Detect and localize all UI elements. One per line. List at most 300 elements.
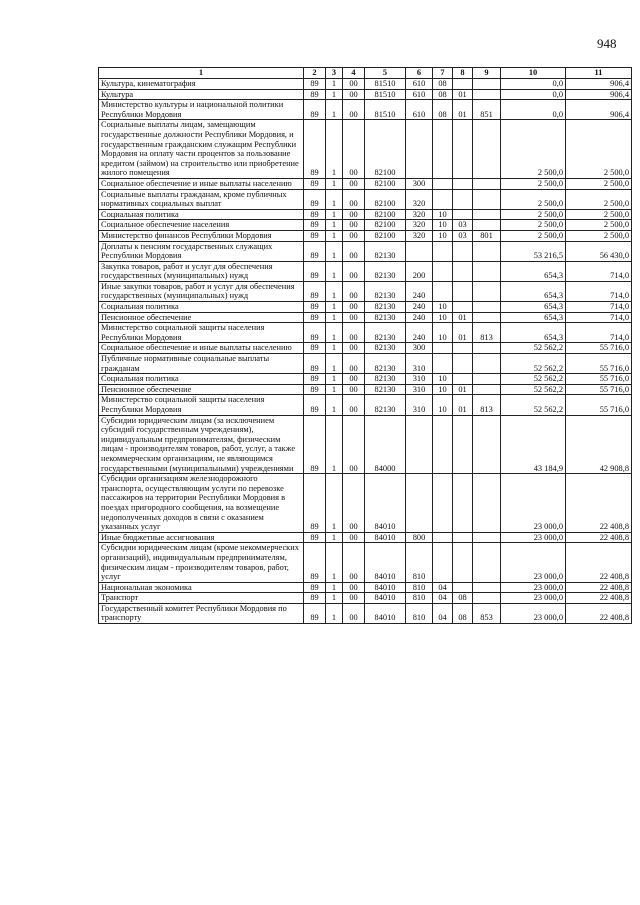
row-label-cell: Иные закупки товаров, работ и услуг для обеспечения государственных (муниципальных) нужд	[99, 281, 304, 301]
row-label-cell: Культура, кинематография	[99, 79, 304, 90]
row-value-cell: 10	[433, 374, 453, 385]
row-value-cell: 714,0	[566, 323, 632, 343]
row-value-cell	[453, 189, 473, 209]
column-header: 2	[304, 68, 326, 79]
row-value-cell	[453, 354, 473, 374]
row-value-cell: 714,0	[566, 302, 632, 313]
row-value-cell: 10	[433, 323, 453, 343]
row-value-cell	[406, 241, 433, 261]
table-body	[99, 79, 632, 624]
table-row	[99, 220, 632, 231]
row-value-cell	[433, 543, 453, 582]
table-row	[99, 100, 632, 120]
row-value-cell: 10	[433, 230, 453, 241]
row-value-cell: 00	[343, 261, 365, 281]
column-header: 7	[433, 68, 453, 79]
table-row	[99, 89, 632, 100]
row-value-cell: 89	[304, 323, 326, 343]
row-value-cell	[453, 209, 473, 220]
row-value-cell: 1	[326, 323, 343, 343]
row-value-cell	[473, 582, 501, 593]
row-value-cell: 1	[326, 230, 343, 241]
row-value-cell: 03	[453, 230, 473, 241]
row-value-cell: 1	[326, 532, 343, 543]
row-value-cell	[453, 474, 473, 533]
row-label-cell: Субсидии организациям железнодорожного транспорта, осуществляющим услуги по перевозке пассажиров на территории Республики Мордовия в поездах пригородного сообщения, на возмещение недополученных доходов в связи с оказанием указанных услуг	[99, 474, 304, 533]
column-header: 1	[99, 68, 304, 79]
row-value-cell: 22 408,8	[566, 474, 632, 533]
row-value-cell: 2 500,0	[501, 189, 566, 209]
row-value-cell: 813	[473, 395, 501, 415]
row-value-cell: 810	[406, 593, 433, 604]
row-value-cell	[473, 543, 501, 582]
table-row	[99, 354, 632, 374]
row-value-cell: 810	[406, 543, 433, 582]
row-label-cell: Иные бюджетные ассигнования	[99, 532, 304, 543]
row-value-cell: 89	[304, 89, 326, 100]
row-value-cell: 300	[406, 343, 433, 354]
row-value-cell: 851	[473, 100, 501, 120]
row-value-cell	[453, 302, 473, 313]
row-value-cell	[453, 582, 473, 593]
row-value-cell: 82130	[365, 241, 406, 261]
row-value-cell: 1	[326, 312, 343, 323]
row-value-cell: 22 408,8	[566, 543, 632, 582]
row-value-cell: 56 430,0	[566, 241, 632, 261]
row-value-cell: 01	[453, 312, 473, 323]
row-value-cell: 89	[304, 532, 326, 543]
row-value-cell: 1	[326, 241, 343, 261]
row-value-cell: 82130	[365, 281, 406, 301]
column-header: 8	[453, 68, 473, 79]
row-label-cell: Социальная политика	[99, 374, 304, 385]
row-value-cell	[473, 261, 501, 281]
row-value-cell: 53 216,5	[501, 241, 566, 261]
table-row	[99, 415, 632, 474]
row-value-cell: 84010	[365, 543, 406, 582]
row-label-cell: Национальная экономика	[99, 582, 304, 593]
table-row	[99, 302, 632, 313]
row-value-cell: 89	[304, 261, 326, 281]
row-value-cell: 55 716,0	[566, 343, 632, 354]
row-value-cell: 10	[433, 209, 453, 220]
row-value-cell: 00	[343, 312, 365, 323]
column-header: 9	[473, 68, 501, 79]
row-value-cell	[473, 354, 501, 374]
row-value-cell: 55 716,0	[566, 354, 632, 374]
row-value-cell: 23 000,0	[501, 474, 566, 533]
row-value-cell: 00	[343, 100, 365, 120]
row-value-cell: 1	[326, 415, 343, 474]
row-value-cell: 1	[326, 543, 343, 582]
row-value-cell: 2 500,0	[566, 209, 632, 220]
row-value-cell: 654,3	[501, 323, 566, 343]
row-value-cell: 82130	[365, 395, 406, 415]
row-value-cell: 10	[433, 312, 453, 323]
row-label-cell: Субсидии юридическим лицам (за исключением субсидий государственным учреждениям), индивидуальным предпринимателям, физическим лицам - производителям товаров, работ, услуг, а также некоммерческим организациям, не являющимся государственными (муниципальными) учреждениями	[99, 415, 304, 474]
row-value-cell	[453, 532, 473, 543]
row-value-cell: 89	[304, 209, 326, 220]
row-value-cell: 2 500,0	[501, 178, 566, 189]
row-value-cell: 89	[304, 79, 326, 90]
row-value-cell: 00	[343, 281, 365, 301]
row-value-cell: 906,4	[566, 100, 632, 120]
row-value-cell: 43 184,9	[501, 415, 566, 474]
row-value-cell: 1	[326, 209, 343, 220]
row-value-cell	[406, 474, 433, 533]
row-value-cell: 82130	[365, 323, 406, 343]
row-value-cell: 89	[304, 302, 326, 313]
row-value-cell: 08	[453, 593, 473, 604]
row-value-cell	[473, 532, 501, 543]
column-header: 10	[501, 68, 566, 79]
row-value-cell: 1	[326, 603, 343, 623]
row-value-cell: 714,0	[566, 281, 632, 301]
row-value-cell: 800	[406, 532, 433, 543]
row-value-cell: 84000	[365, 415, 406, 474]
row-value-cell: 84010	[365, 603, 406, 623]
row-value-cell: 89	[304, 343, 326, 354]
row-value-cell	[453, 261, 473, 281]
row-value-cell: 04	[433, 593, 453, 604]
row-value-cell: 82100	[365, 189, 406, 209]
row-value-cell: 03	[453, 220, 473, 231]
table-row	[99, 241, 632, 261]
row-value-cell: 200	[406, 261, 433, 281]
row-value-cell	[473, 374, 501, 385]
row-value-cell	[473, 474, 501, 533]
row-value-cell: 04	[433, 603, 453, 623]
row-label-cell: Транспорт	[99, 593, 304, 604]
table-row	[99, 395, 632, 415]
row-value-cell: 52 562,2	[501, 395, 566, 415]
row-value-cell: 52 562,2	[501, 354, 566, 374]
row-value-cell	[473, 312, 501, 323]
row-label-cell: Социальная политика	[99, 302, 304, 313]
row-value-cell: 240	[406, 312, 433, 323]
row-value-cell: 1	[326, 374, 343, 385]
row-value-cell	[406, 415, 433, 474]
row-value-cell: 89	[304, 593, 326, 604]
row-value-cell: 00	[343, 302, 365, 313]
row-value-cell: 22 408,8	[566, 532, 632, 543]
row-value-cell: 23 000,0	[501, 532, 566, 543]
row-label-cell: Социальное обеспечение и иные выплаты населению	[99, 178, 304, 189]
row-value-cell: 82130	[365, 354, 406, 374]
row-value-cell: 82100	[365, 209, 406, 220]
row-value-cell: 2 500,0	[566, 120, 632, 179]
row-value-cell: 10	[433, 302, 453, 313]
row-value-cell: 84010	[365, 474, 406, 533]
row-value-cell: 300	[406, 178, 433, 189]
row-value-cell: 00	[343, 415, 365, 474]
row-value-cell	[453, 281, 473, 301]
row-value-cell: 89	[304, 354, 326, 374]
row-value-cell: 906,4	[566, 89, 632, 100]
table-row	[99, 323, 632, 343]
row-value-cell: 42 908,8	[566, 415, 632, 474]
row-value-cell: 89	[304, 241, 326, 261]
row-value-cell: 2 500,0	[566, 220, 632, 231]
row-value-cell: 08	[433, 89, 453, 100]
row-value-cell	[433, 261, 453, 281]
table-row	[99, 593, 632, 604]
table-row	[99, 261, 632, 281]
row-value-cell: 22 408,8	[566, 603, 632, 623]
row-value-cell: 1	[326, 582, 343, 593]
row-value-cell	[453, 79, 473, 90]
row-value-cell	[473, 120, 501, 179]
row-value-cell	[433, 178, 453, 189]
row-value-cell: 08	[433, 100, 453, 120]
row-value-cell: 82130	[365, 384, 406, 395]
column-header: 3	[326, 68, 343, 79]
row-value-cell: 00	[343, 593, 365, 604]
table-row	[99, 532, 632, 543]
row-value-cell	[473, 178, 501, 189]
row-value-cell	[473, 89, 501, 100]
row-value-cell	[473, 189, 501, 209]
row-value-cell	[473, 302, 501, 313]
row-value-cell: 2 500,0	[501, 220, 566, 231]
row-value-cell: 240	[406, 323, 433, 343]
row-value-cell: 2 500,0	[501, 120, 566, 179]
row-value-cell: 00	[343, 209, 365, 220]
row-value-cell: 89	[304, 374, 326, 385]
row-value-cell	[433, 343, 453, 354]
row-value-cell: 23 000,0	[501, 543, 566, 582]
row-value-cell: 10	[433, 395, 453, 415]
row-label-cell: Министерство социальной защиты населения Республики Мордовия	[99, 395, 304, 415]
row-value-cell: 23 000,0	[501, 593, 566, 604]
row-label-cell: Социальная политика	[99, 209, 304, 220]
row-value-cell: 00	[343, 532, 365, 543]
row-value-cell: 08	[433, 79, 453, 90]
row-value-cell: 0,0	[501, 100, 566, 120]
row-value-cell: 610	[406, 79, 433, 90]
row-value-cell: 00	[343, 178, 365, 189]
row-value-cell: 310	[406, 395, 433, 415]
row-label-cell: Пенсионное обеспечение	[99, 312, 304, 323]
row-value-cell: 1	[326, 89, 343, 100]
row-value-cell: 82100	[365, 230, 406, 241]
row-value-cell	[453, 120, 473, 179]
row-label-cell: Субсидии юридическим лицам (кроме некоммерческих организаций), индивидуальным предпринимателям, физическим лицам - производителям товаров, работ, услуг	[99, 543, 304, 582]
row-value-cell: 1	[326, 100, 343, 120]
row-value-cell: 1	[326, 120, 343, 179]
row-value-cell: 82130	[365, 312, 406, 323]
row-value-cell: 01	[453, 100, 473, 120]
row-value-cell: 2 500,0	[566, 178, 632, 189]
row-value-cell	[433, 532, 453, 543]
row-value-cell: 89	[304, 281, 326, 301]
column-header: 6	[406, 68, 433, 79]
row-value-cell: 84010	[365, 593, 406, 604]
row-value-cell: 00	[343, 343, 365, 354]
table-row	[99, 120, 632, 179]
row-label-cell: Доплаты к пенсиям государственных служащих Республики Мордовия	[99, 241, 304, 261]
row-value-cell: 714,0	[566, 312, 632, 323]
row-value-cell	[433, 415, 453, 474]
row-value-cell: 320	[406, 220, 433, 231]
row-value-cell: 22 408,8	[566, 582, 632, 593]
row-value-cell: 00	[343, 582, 365, 593]
row-value-cell: 1	[326, 474, 343, 533]
table-row	[99, 209, 632, 220]
row-value-cell	[453, 374, 473, 385]
row-value-cell	[473, 209, 501, 220]
row-value-cell: 810	[406, 603, 433, 623]
row-value-cell: 654,3	[501, 281, 566, 301]
row-value-cell	[433, 354, 453, 374]
row-value-cell: 654,3	[501, 312, 566, 323]
row-value-cell: 22 408,8	[566, 593, 632, 604]
table-row	[99, 189, 632, 209]
row-value-cell: 00	[343, 120, 365, 179]
row-label-cell: Государственный комитет Республики Мордовия по транспорту	[99, 603, 304, 623]
row-label-cell: Публичные нормативные социальные выплаты гражданам	[99, 354, 304, 374]
row-value-cell: 00	[343, 79, 365, 90]
row-value-cell: 82130	[365, 374, 406, 385]
row-value-cell	[433, 120, 453, 179]
row-value-cell: 2 500,0	[566, 189, 632, 209]
table-row	[99, 603, 632, 623]
row-value-cell: 240	[406, 281, 433, 301]
row-value-cell: 84010	[365, 532, 406, 543]
row-label-cell: Министерство финансов Республики Мордовия	[99, 230, 304, 241]
row-value-cell: 10	[433, 384, 453, 395]
row-label-cell: Социальное обеспечение населения	[99, 220, 304, 231]
row-value-cell: 654,3	[501, 261, 566, 281]
row-value-cell: 89	[304, 395, 326, 415]
budget-table	[98, 67, 632, 624]
row-value-cell: 82130	[365, 261, 406, 281]
row-value-cell: 10	[433, 220, 453, 231]
row-value-cell: 320	[406, 209, 433, 220]
row-value-cell: 1	[326, 395, 343, 415]
row-value-cell: 1	[326, 178, 343, 189]
row-value-cell: 81510	[365, 100, 406, 120]
row-value-cell: 89	[304, 543, 326, 582]
row-value-cell	[473, 384, 501, 395]
row-value-cell: 610	[406, 89, 433, 100]
row-label-cell: Социальные выплаты гражданам, кроме публичных нормативных социальных выплат	[99, 189, 304, 209]
row-value-cell: 01	[453, 89, 473, 100]
table-row	[99, 474, 632, 533]
row-value-cell: 04	[433, 582, 453, 593]
row-value-cell: 55 716,0	[566, 395, 632, 415]
row-value-cell: 310	[406, 384, 433, 395]
row-value-cell: 23 000,0	[501, 603, 566, 623]
row-value-cell: 89	[304, 220, 326, 231]
row-value-cell: 89	[304, 312, 326, 323]
row-label-cell: Пенсионное обеспечение	[99, 384, 304, 395]
table-row	[99, 281, 632, 301]
row-value-cell	[433, 281, 453, 301]
row-value-cell: 00	[343, 230, 365, 241]
row-value-cell	[453, 415, 473, 474]
row-value-cell: 89	[304, 120, 326, 179]
row-value-cell: 906,4	[566, 79, 632, 90]
table-row	[99, 178, 632, 189]
row-value-cell: 89	[304, 415, 326, 474]
page-number: 948	[597, 36, 617, 51]
row-value-cell	[473, 593, 501, 604]
row-value-cell: 0,0	[501, 89, 566, 100]
row-value-cell: 310	[406, 374, 433, 385]
row-value-cell: 2 500,0	[566, 230, 632, 241]
row-label-cell: Культура	[99, 89, 304, 100]
row-value-cell: 08	[453, 603, 473, 623]
row-value-cell: 801	[473, 230, 501, 241]
row-value-cell	[473, 79, 501, 90]
row-value-cell: 84010	[365, 582, 406, 593]
row-value-cell: 610	[406, 100, 433, 120]
row-value-cell: 00	[343, 384, 365, 395]
row-value-cell: 00	[343, 395, 365, 415]
row-value-cell: 310	[406, 354, 433, 374]
table-row	[99, 312, 632, 323]
row-value-cell: 813	[473, 323, 501, 343]
row-value-cell: 82100	[365, 220, 406, 231]
row-value-cell: 00	[343, 189, 365, 209]
row-value-cell: 654,3	[501, 302, 566, 313]
row-value-cell: 52 562,2	[501, 343, 566, 354]
row-value-cell: 00	[343, 323, 365, 343]
table-header	[99, 68, 632, 79]
row-value-cell: 82130	[365, 302, 406, 313]
row-label-cell: Министерство культуры и национальной политики Республики Мордовия	[99, 100, 304, 120]
row-value-cell: 1	[326, 384, 343, 395]
row-value-cell: 1	[326, 79, 343, 90]
row-value-cell: 89	[304, 189, 326, 209]
row-value-cell: 0,0	[501, 79, 566, 90]
row-value-cell: 01	[453, 384, 473, 395]
row-value-cell: 1	[326, 261, 343, 281]
row-value-cell: 240	[406, 302, 433, 313]
row-value-cell: 00	[343, 220, 365, 231]
table-row	[99, 79, 632, 90]
row-value-cell: 1	[326, 593, 343, 604]
row-value-cell: 82100	[365, 178, 406, 189]
row-value-cell	[433, 241, 453, 261]
row-value-cell	[473, 281, 501, 301]
row-value-cell: 89	[304, 230, 326, 241]
row-label-cell: Социальные выплаты лицам, замещающим государственные должности Республики Мордовия, и государственным гражданским служащим Республики Мордовия на оплату части процентов за пользование кредитом (займом) на строительство или приобретение жилого помещения	[99, 120, 304, 179]
column-header: 11	[566, 68, 632, 79]
row-value-cell: 00	[343, 89, 365, 100]
row-value-cell: 82100	[365, 120, 406, 179]
row-label-cell: Министерство социальной защиты населения Республики Мордовия	[99, 323, 304, 343]
row-value-cell: 1	[326, 354, 343, 374]
table-row	[99, 230, 632, 241]
row-value-cell	[473, 220, 501, 231]
row-value-cell: 81510	[365, 89, 406, 100]
row-value-cell	[433, 189, 453, 209]
row-value-cell: 89	[304, 178, 326, 189]
table-row	[99, 343, 632, 354]
row-value-cell: 89	[304, 100, 326, 120]
row-value-cell: 1	[326, 281, 343, 301]
row-value-cell: 2 500,0	[501, 209, 566, 220]
row-value-cell: 82130	[365, 343, 406, 354]
row-value-cell: 00	[343, 543, 365, 582]
row-value-cell: 1	[326, 220, 343, 231]
row-value-cell: 00	[343, 374, 365, 385]
row-value-cell: 320	[406, 189, 433, 209]
row-value-cell: 00	[343, 354, 365, 374]
row-value-cell: 1	[326, 189, 343, 209]
